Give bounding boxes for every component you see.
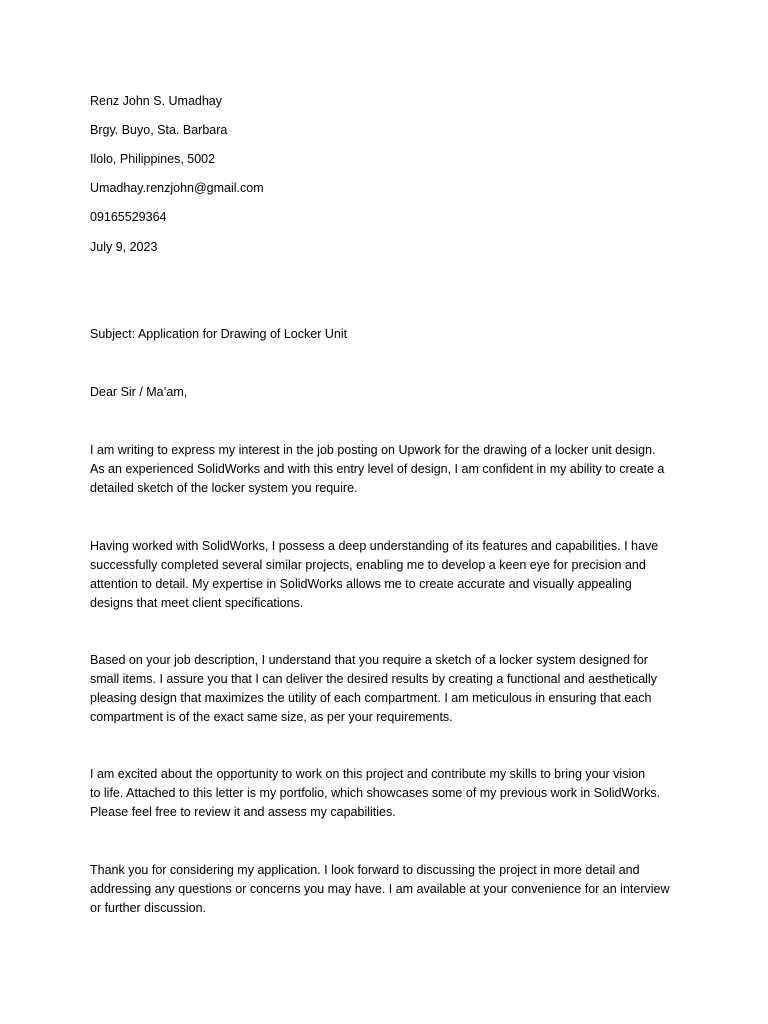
- body-paragraph-3: [90, 651, 690, 727]
- paragraph-line: Please feel free to review it and assess my capabilities.: [90, 805, 396, 819]
- paragraph-line: designs that meet client specifications.: [90, 596, 304, 610]
- paragraph-line: or further discussion.: [90, 901, 207, 915]
- paragraph-line: I am excited about the opportunity to work on this project and contribute my skills to bring your vision: [90, 767, 646, 781]
- sender-email: Umadhay.renzjohn@gmail.com: [90, 181, 264, 195]
- salutation: Dear Sir / Ma’am,: [90, 385, 188, 399]
- sender-address-line1: Brgy. Buyo, Sta. Barbara: [90, 123, 228, 137]
- paragraph-line: pleasing design that maximizes the utility of each compartment. I am meticulous in ensuring that each: [90, 691, 652, 705]
- paragraph-line: addressing any questions or concerns you may have. I am available at your convenience for an interview: [90, 882, 670, 896]
- letter-date: July 9, 2023: [90, 240, 158, 254]
- paragraph-line: As an experienced SolidWorks and with this entry level of design, I am confident in my ability to create a: [90, 462, 665, 476]
- paragraph-line: Based on your job description, I understand that you require a sketch of a locker system designed for: [90, 653, 648, 667]
- sender-address-line2: Ilolo, Philippines, 5002: [90, 152, 216, 166]
- paragraph-line: successfully completed several similar projects, enabling me to develop a keen eye for precision and: [90, 558, 646, 572]
- sender-phone: 09165529364: [90, 210, 167, 224]
- paragraph-line: I am writing to express my interest in the job posting on Upwork for the drawing of a locker unit design.: [90, 443, 656, 457]
- body-paragraph-1: [90, 441, 690, 498]
- body-paragraph-4: [90, 765, 690, 822]
- body-paragraph-2: [90, 537, 690, 613]
- paragraph-line: Thank you for considering my application. I look forward to discussing the project in more detail and: [90, 863, 640, 877]
- paragraph-line: to life. Attached to this letter is my portfolio, which showcases some of my previous work in SolidWorks.: [90, 786, 661, 800]
- letter-subject: Subject: Application for Drawing of Locker Unit: [90, 327, 348, 341]
- paragraph-line: attention to detail. My expertise in SolidWorks allows me to create accurate and visually appealing: [90, 577, 632, 591]
- paragraph-line: Having worked with SolidWorks, I possess a deep understanding of its features and capabilities. I have: [90, 539, 659, 553]
- paragraph-line: detailed sketch of the locker system you require.: [90, 481, 358, 495]
- paragraph-line: compartment is of the exact same size, as per your requirements.: [90, 710, 453, 724]
- sender-name: Renz John S. Umadhay: [90, 94, 223, 108]
- paragraph-line: small items. I assure you that I can deliver the desired results by creating a functional and aesthetically: [90, 672, 657, 686]
- body-paragraph-5: [90, 861, 690, 918]
